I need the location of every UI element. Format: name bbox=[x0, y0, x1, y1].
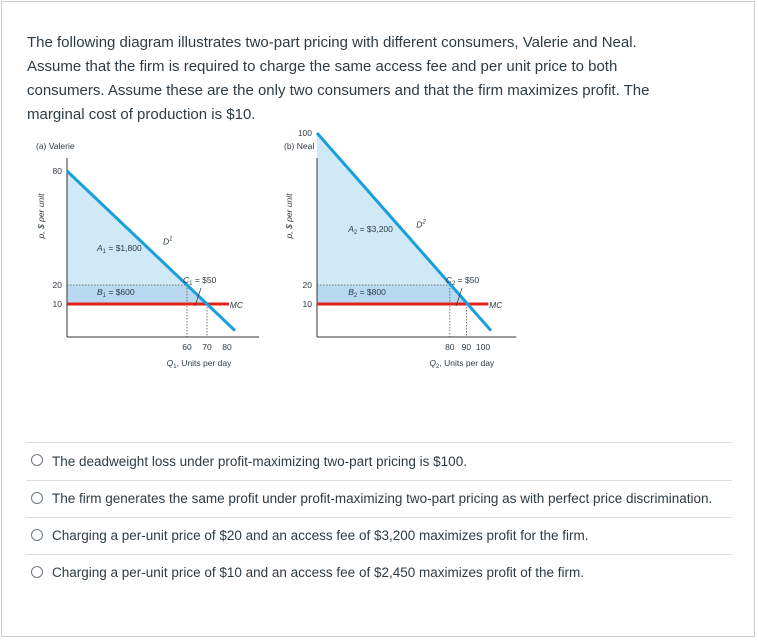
y-tick-label: 10 bbox=[52, 299, 62, 309]
x-axis-label: $Q_1$, Units per day bbox=[166, 358, 232, 370]
question-line: consumers. Assume these are the only two consumers and that the firm maximizes profit. The bbox=[27, 82, 650, 99]
x-tick-label: 80 bbox=[222, 342, 232, 352]
x-tick-label: 100 bbox=[475, 342, 491, 352]
area-b bbox=[67, 285, 207, 304]
area-b-label: $B_2$ = $800 bbox=[348, 287, 386, 299]
mc-label: MC bbox=[489, 300, 503, 310]
area-c-label: $C_2$ = $50 bbox=[445, 275, 480, 287]
y-tick-label: 10 bbox=[302, 299, 312, 309]
y-tick-label: 20 bbox=[302, 280, 312, 290]
area-b-label: $B_1$ = $600 bbox=[97, 287, 135, 299]
option-label: The deadweight loss under profit-maximizing two-part pricing is $100. bbox=[52, 454, 467, 469]
option-label: The firm generates the same profit under profit-maximizing two-part pricing as with perfect price discrimination. bbox=[52, 491, 713, 506]
question-line: Assume that the firm is required to charge the same access fee and per unit price to both bbox=[27, 58, 618, 75]
area-c-label: $C_1$ = $50 bbox=[183, 275, 217, 287]
radio-button[interactable] bbox=[31, 529, 43, 541]
y-tick-label: 100 bbox=[297, 128, 312, 138]
demand-label: $D^2$ bbox=[416, 219, 426, 230]
radio-button[interactable] bbox=[31, 566, 43, 578]
y-axis-label: p, $ per unit bbox=[284, 193, 294, 239]
question-line: marginal cost of production is $10. bbox=[27, 106, 256, 123]
y-axis-label: p, $ per unit bbox=[36, 193, 46, 239]
option-label: Charging a per-unit price of $20 and an access fee of $3,200 maximizes profit for the firm. bbox=[52, 528, 589, 543]
x-tick-label: 90 bbox=[461, 342, 472, 352]
answer-option[interactable] bbox=[26, 442, 732, 480]
mc-label: MC bbox=[229, 300, 243, 310]
question-line: The following diagram illustrates two-part pricing with different consumers, Valerie and Neal. bbox=[27, 34, 637, 51]
panel-title: (a) Valerie bbox=[36, 141, 75, 151]
y-tick-label: 80 bbox=[52, 166, 62, 176]
answer-option[interactable] bbox=[26, 517, 732, 554]
panel-title: (b) Neal bbox=[284, 141, 315, 151]
x-tick-label: 80 bbox=[445, 342, 455, 352]
radio-button[interactable] bbox=[31, 492, 43, 504]
radio-button[interactable] bbox=[31, 454, 43, 466]
answer-option[interactable] bbox=[26, 480, 732, 517]
area-a-label: $A_1$ = $1,800 bbox=[97, 243, 142, 255]
area-a-label: $A_2$ = $3,200 bbox=[348, 224, 393, 236]
option-label: Charging a per-unit price of $10 and an access fee of $2,450 maximizes profit of the firm. bbox=[52, 565, 585, 580]
answer-options bbox=[26, 442, 732, 591]
demand-label: $D^1$ bbox=[163, 236, 173, 247]
answer-option[interactable] bbox=[26, 554, 732, 591]
x-tick-label: 60 bbox=[182, 342, 192, 352]
y-tick-label: 20 bbox=[52, 280, 62, 290]
area-b bbox=[317, 285, 466, 304]
x-axis-label: $Q_2$, Units per day bbox=[429, 358, 495, 370]
x-tick-label: 70 bbox=[202, 342, 212, 352]
